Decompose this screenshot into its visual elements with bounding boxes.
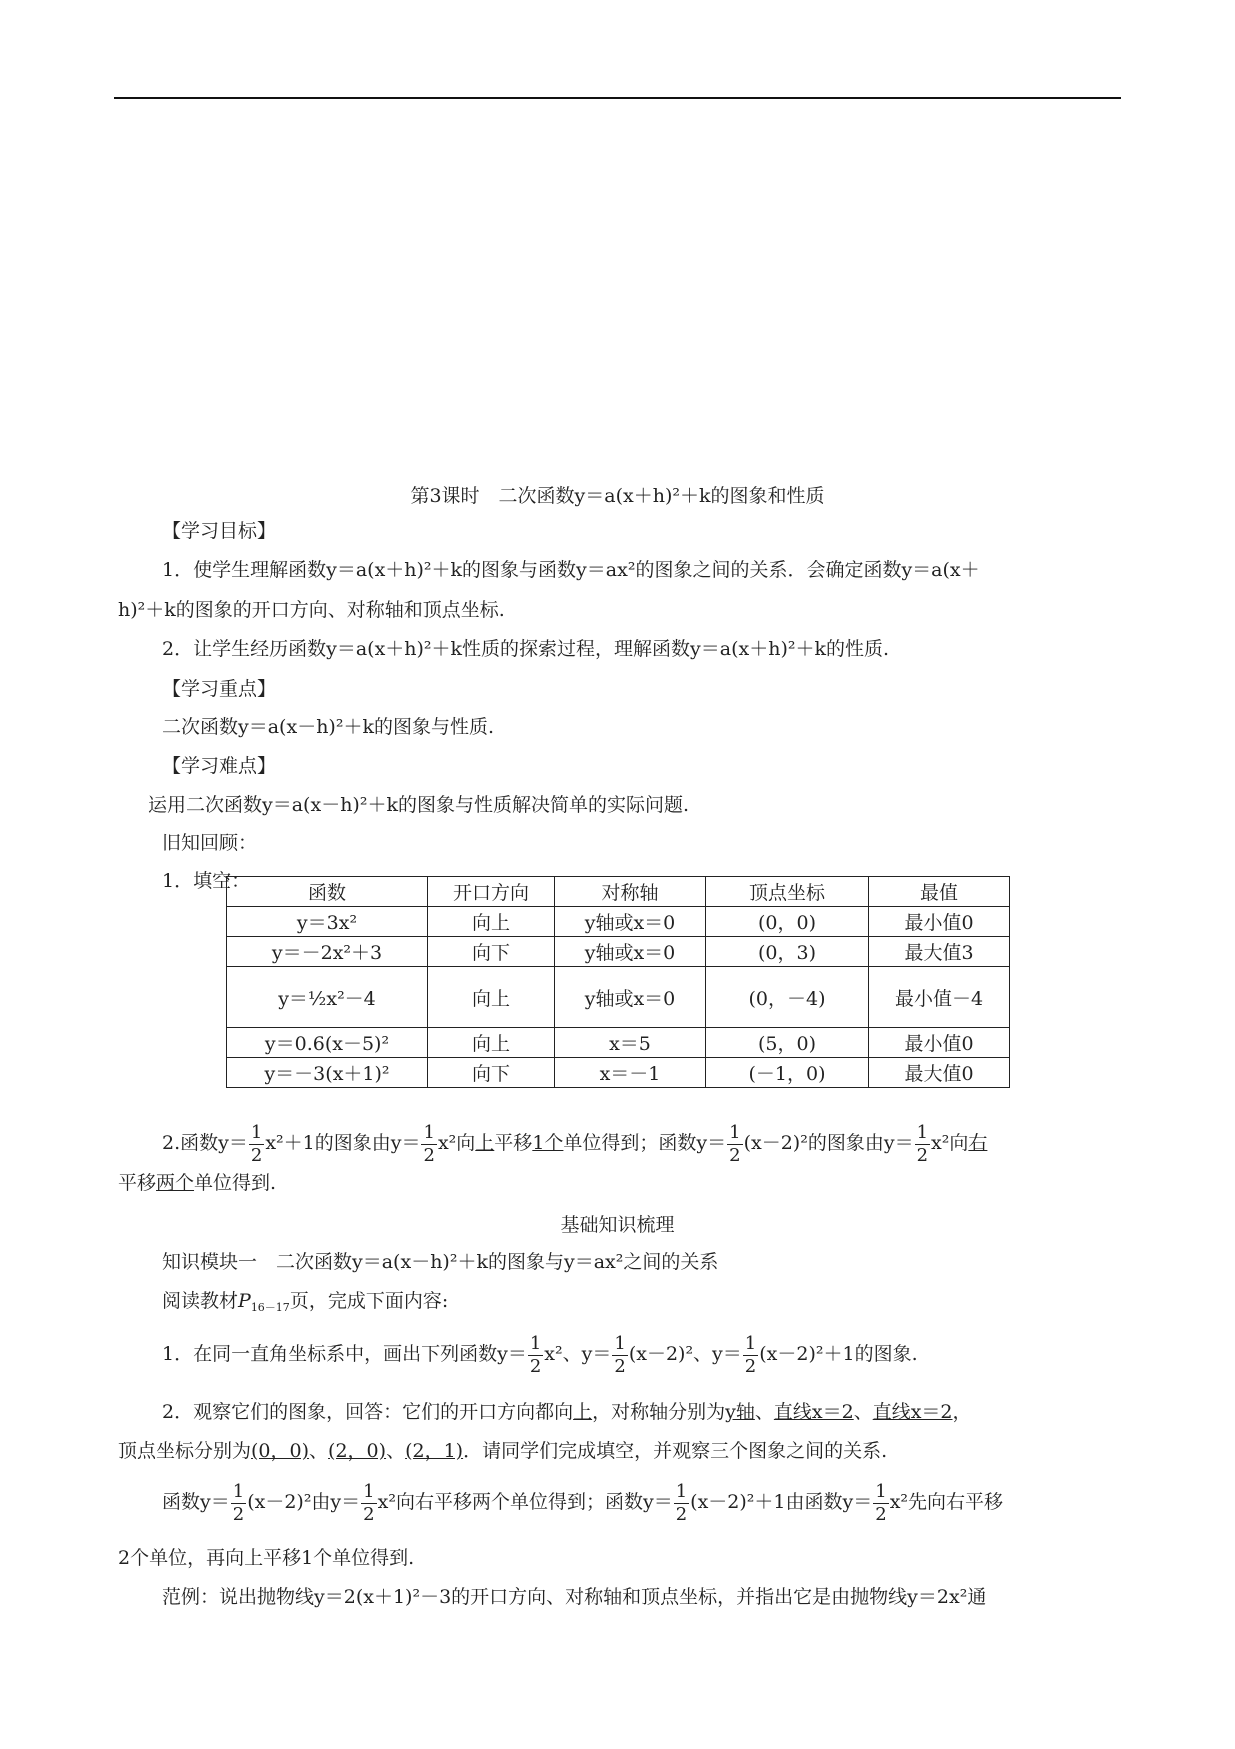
objective-1-line2: h)²＋k的图象的开口方向、对称轴和顶点坐标. xyxy=(118,599,505,621)
section-title: 基础知识梳理 xyxy=(560,1214,675,1236)
table-header-cell: 顶点坐标 xyxy=(706,877,869,907)
table-cell: x＝5 xyxy=(555,1028,706,1058)
question-2-line2: 平移两个单位得到. xyxy=(118,1172,277,1194)
answer-up: 上 xyxy=(475,1132,495,1154)
table-row xyxy=(227,967,1010,1028)
review-table xyxy=(226,876,1010,1088)
table-cell: (0，3) xyxy=(706,937,869,967)
objective-1-line1: 1．使学生理解函数y＝a(x＋h)²＋k的图象与函数y＝ax²的图象之间的关系．会确定函数y＝a(x＋ xyxy=(162,559,980,581)
table-cell: (0，0) xyxy=(706,907,869,937)
table-header-cell: 函数 xyxy=(227,877,428,907)
table-cell: y＝－2x²＋3 xyxy=(227,937,428,967)
fraction-half: $\frac{1}{2}$ xyxy=(423,1121,435,1166)
fraction-half: $\frac{1}{2}$ xyxy=(744,1332,757,1377)
header-rule xyxy=(114,97,1121,99)
table-cell: 最小值0 xyxy=(869,907,1010,937)
table-cell: x＝－1 xyxy=(555,1058,706,1088)
table-cell: 向上 xyxy=(428,967,555,1028)
answer-one-unit: 1个 xyxy=(532,1132,564,1154)
table-cell: (－1，0) xyxy=(706,1058,869,1088)
table-row xyxy=(227,1028,1010,1058)
fraction-half: $\frac{1}{2}$ xyxy=(916,1121,929,1166)
table-cell: 向上 xyxy=(428,1028,555,1058)
key-point-text: 二次函数y＝a(x－h)²＋k的图象与性质. xyxy=(162,716,495,738)
fraction-half: $\frac{1}{2}$ xyxy=(675,1480,688,1525)
table-header-row xyxy=(227,877,1010,907)
table-row xyxy=(227,1058,1010,1088)
fraction-half: $\frac{1}{2}$ xyxy=(232,1480,245,1525)
fraction-half: $\frac{1}{2}$ xyxy=(614,1332,626,1377)
table-header-cell: 开口方向 xyxy=(428,877,555,907)
table-cell: y＝0.6(x－5)² xyxy=(227,1028,428,1058)
table-cell: y＝3x² xyxy=(227,907,428,937)
table-cell: (5，0) xyxy=(706,1028,869,1058)
table-cell: y＝－3(x＋1)² xyxy=(227,1058,428,1088)
table-cell: y轴或x＝0 xyxy=(555,967,706,1028)
fill-label: 1．填空： xyxy=(162,870,251,892)
module-1-item-2-line1: 2．观察它们的图象，回答：它们的开口方向都向上，对称轴分别为y轴、直线x＝2、直线x＝2， xyxy=(162,1401,972,1423)
module-1-reading: 阅读教材$P_{16-17}$页，完成下面内容: xyxy=(162,1290,449,1314)
objectives-heading: 【学习目标】 xyxy=(162,520,277,542)
table-row xyxy=(227,907,1010,937)
answer-right: 右 xyxy=(968,1132,988,1154)
table-header-cell: 最值 xyxy=(869,877,1010,907)
fraction-half: $\frac{1}{2}$ xyxy=(729,1121,741,1166)
module-1-item-3-line1: 函数y＝ $\frac{1}{2}$ (x－2)²由y＝ $\frac{1}{2}$ x²向右平移两个单位得到；函数y＝ $\frac{1}{2}$ (x－2)²＋1由函数y＝ $\frac{1}{2}$ x²先向右平移 xyxy=(162,1480,1004,1525)
fraction-half: $\frac{1}{2}$ xyxy=(529,1332,542,1377)
difficulty-heading: 【学习难点】 xyxy=(162,755,277,777)
module-1-title: 知识模块一 二次函数y＝a(x－h)²＋k的图象与y＝ax²之间的关系 xyxy=(162,1251,719,1273)
table-cell: (0，－4) xyxy=(706,967,869,1028)
key-point-heading: 【学习重点】 xyxy=(162,678,277,700)
table-cell: 向上 xyxy=(428,907,555,937)
fraction-half: $\frac{1}{2}$ xyxy=(363,1480,375,1525)
module-1-item-1: 1．在同一直角坐标系中，画出下列函数y＝ $\frac{1}{2}$ x²、y＝ $\frac{1}{2}$ (x－2)²、y＝ $\frac{1}{2}$ (x－2)²＋1的图象. xyxy=(162,1332,918,1377)
difficulty-text: 运用二次函数y＝a(x－h)²＋k的图象与性质解决简单的实际问题. xyxy=(148,794,690,816)
table-cell: y轴或x＝0 xyxy=(555,907,706,937)
table-cell: y轴或x＝0 xyxy=(555,937,706,967)
answer-two-units: 两个 xyxy=(156,1172,195,1194)
table-cell: 最小值0 xyxy=(869,1028,1010,1058)
question-2-line1: 2.函数y＝ $\frac{1}{2}$ x²＋1的图象由y＝ $\frac{1}{2}$ x²向上平移1个单位得到；函数y＝ $\frac{1}{2}$ (x－2)²的图象由y＝ $\frac{1}{2}$ x²向右 xyxy=(162,1121,988,1166)
module-1-item-3-line2: 2个单位，再向上平移1个单位得到. xyxy=(118,1547,415,1569)
table-cell: 最小值－4 xyxy=(869,967,1010,1028)
page-title: 第3课时 二次函数y＝a(x＋h)²＋k的图象和性质 xyxy=(410,485,825,507)
table-cell: 最大值3 xyxy=(869,937,1010,967)
table-cell: 向下 xyxy=(428,937,555,967)
module-1-item-2-line2: 顶点坐标分别为(0，0)、(2，0)、(2，1)．请同学们完成填空，并观察三个图象之间的关系. xyxy=(118,1440,888,1462)
fraction-half: $\frac{1}{2}$ xyxy=(875,1480,887,1525)
fraction-half: $\frac{1}{2}$ xyxy=(250,1121,263,1166)
example-text: 范例：说出抛物线y＝2(x＋1)²－3的开口方向、对称轴和顶点坐标，并指出它是由抛物线y＝2x²通 xyxy=(162,1586,987,1608)
table-cell: 向下 xyxy=(428,1058,555,1088)
table-cell: 最大值0 xyxy=(869,1058,1010,1088)
review-heading: 旧知回顾： xyxy=(162,832,258,854)
objective-2: 2．让学生经历函数y＝a(x＋h)²＋k性质的探索过程，理解函数y＝a(x＋h)²＋k的性质. xyxy=(162,638,890,660)
table-cell: y＝½x²－4 xyxy=(227,967,428,1028)
table-row xyxy=(227,937,1010,967)
table-header-cell: 对称轴 xyxy=(555,877,706,907)
